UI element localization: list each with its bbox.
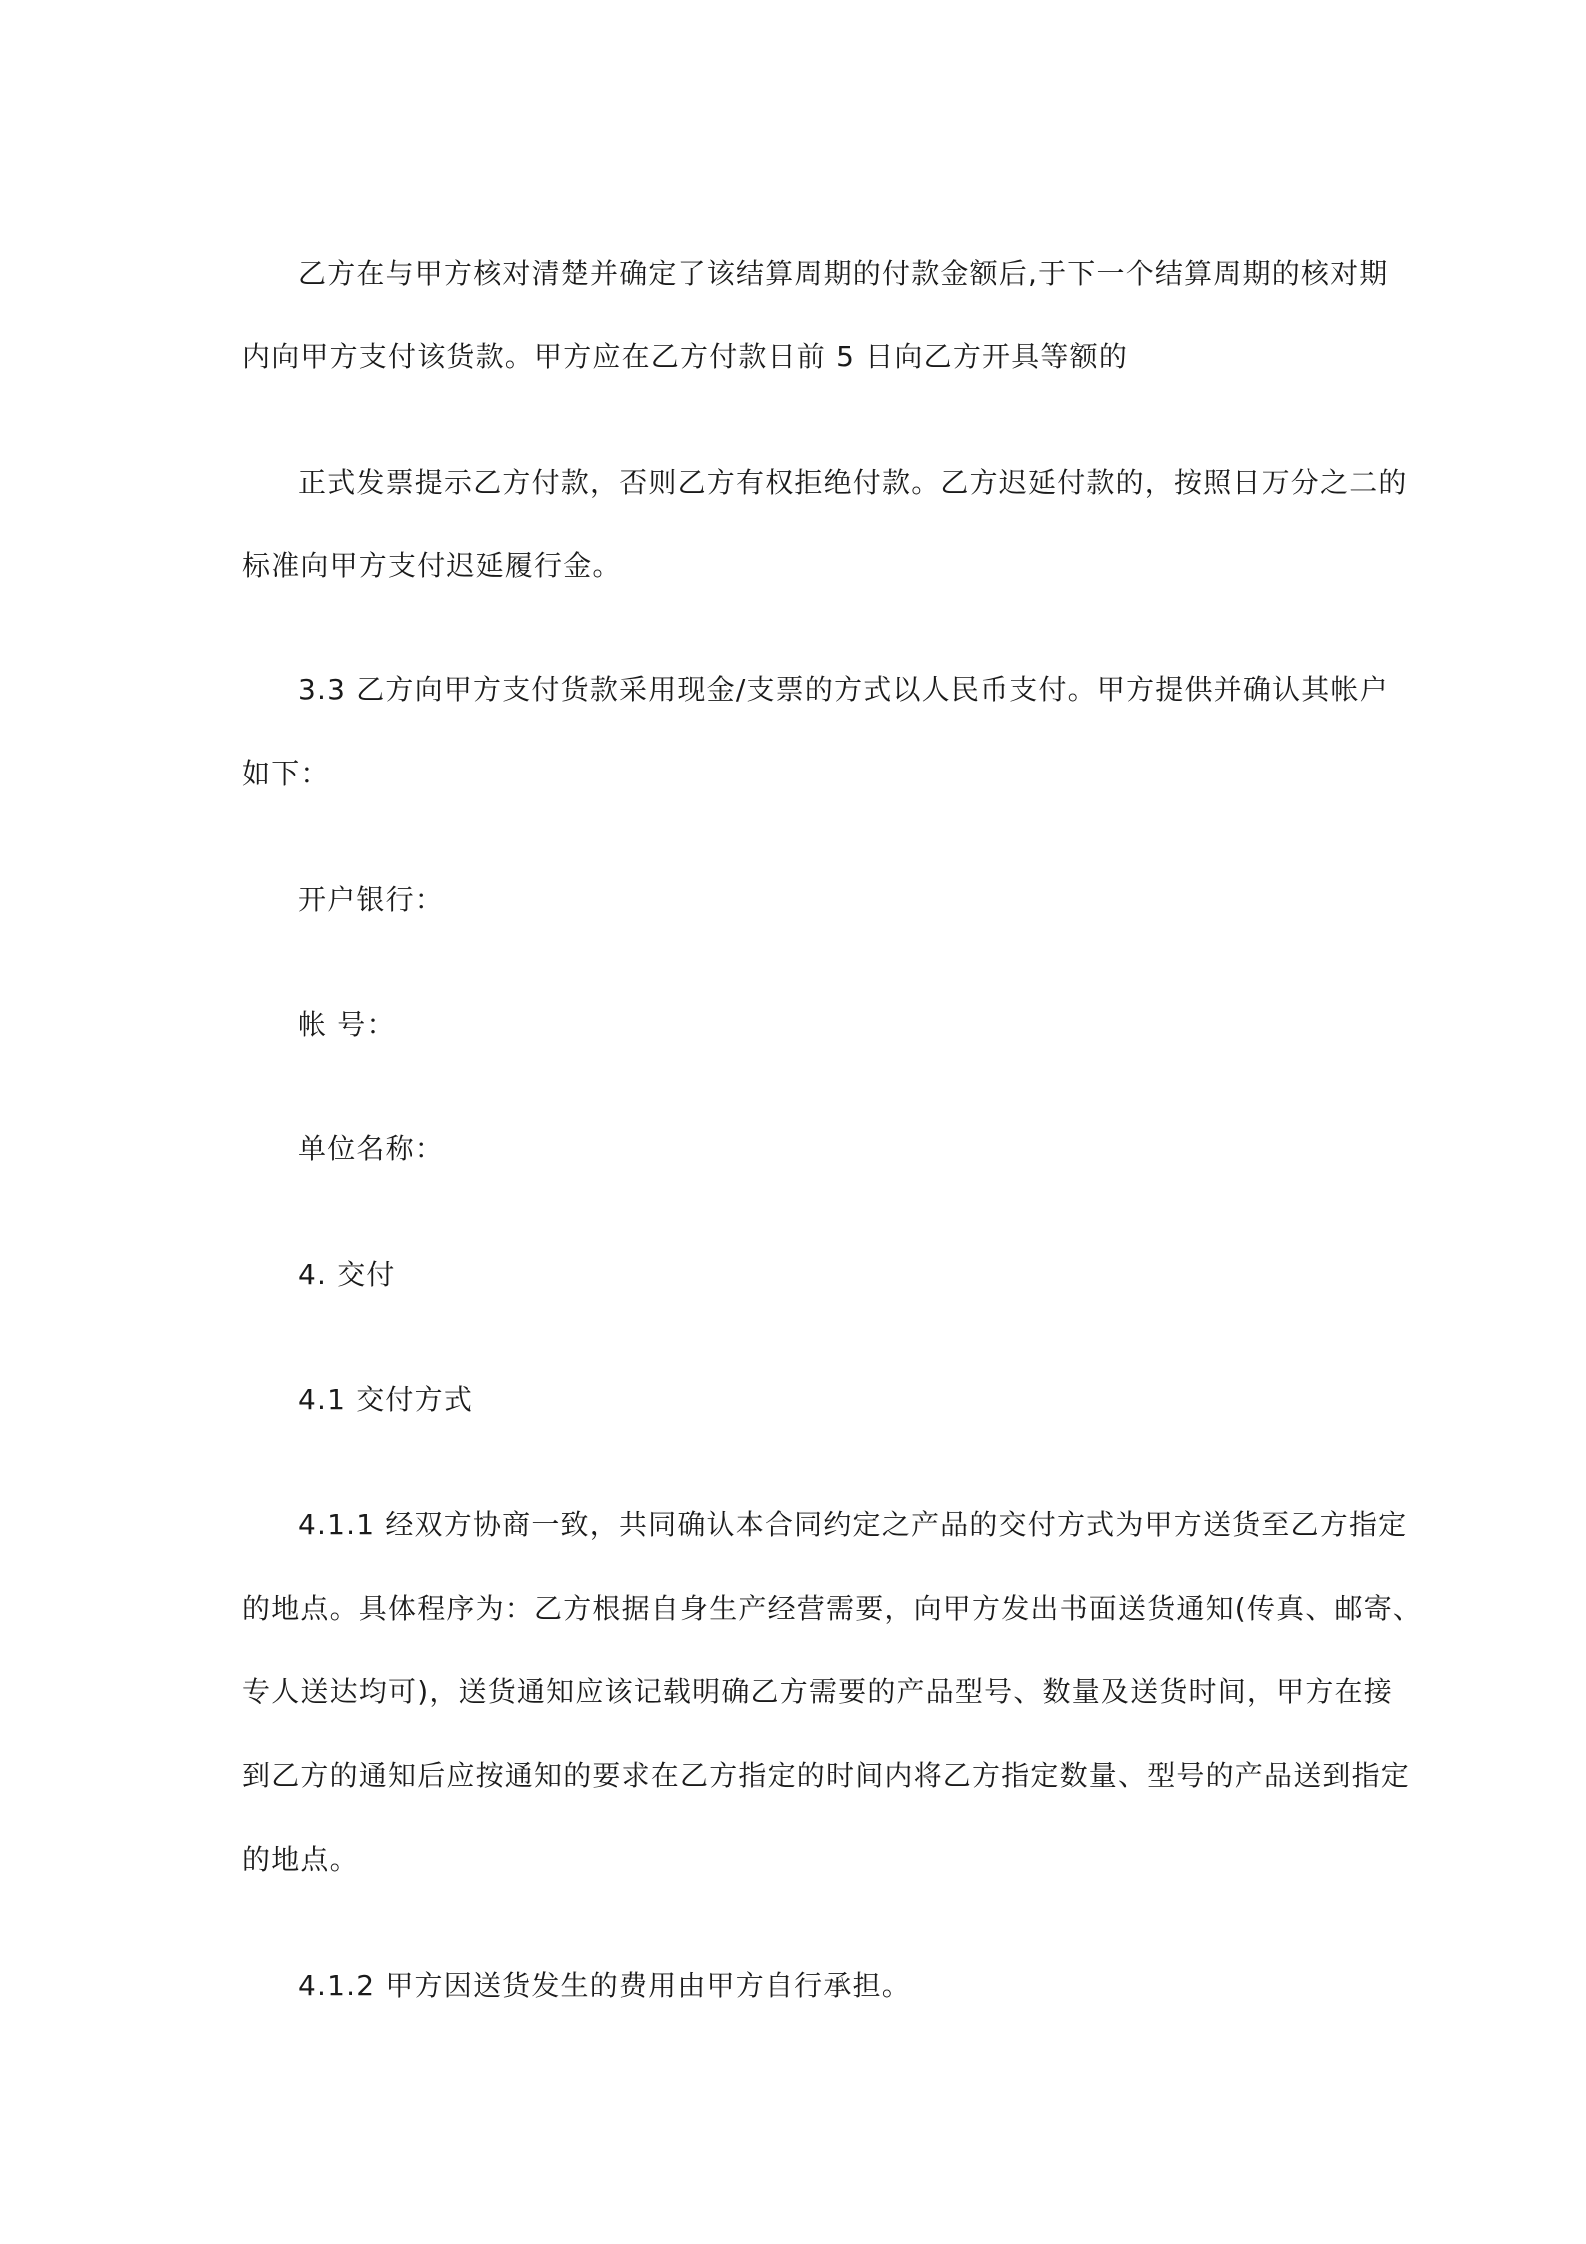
account-number-label: 帐 号： xyxy=(298,1008,396,1041)
paragraph-1-line-2: 内向甲方支付该货款。甲方应在乙方付款日前 5 日向乙方开具等额的 xyxy=(242,340,1129,373)
clause-4-1-1-line-2: 的地点。具体程序为：乙方根据自身生产经营需要，向甲方发出书面送货通知(传真、邮寄、 xyxy=(242,1592,1423,1625)
clause-4-1-1-line-3: 专人送达均可)，送货通知应该记载明确乙方需要的产品型号、数量及送货时间，甲方在接 xyxy=(242,1675,1393,1708)
paragraph-1-line-1: 乙方在与甲方核对清楚并确定了该结算周期的付款金额后,于下一个结算周期的核对期 xyxy=(298,257,1389,290)
paragraph-2-line-1: 正式发票提示乙方付款，否则乙方有权拒绝付款。乙方迟延付款的，按照日万分之二的 xyxy=(298,466,1408,499)
clause-4-1-1-line-4: 到乙方的通知后应按通知的要求在乙方指定的时间内将乙方指定数量、型号的产品送到指定 xyxy=(242,1759,1411,1792)
paragraph-2-line-2: 标准向甲方支付迟延履行金。 xyxy=(242,549,622,582)
clause-4-1-1-line-1: 4.1.1 经双方协商一致，共同确认本合同约定之产品的交付方式为甲方送货至乙方指定 xyxy=(298,1508,1408,1541)
company-name-label: 单位名称： xyxy=(298,1132,445,1165)
clause-4-1-1-line-5: 的地点。 xyxy=(242,1843,359,1876)
paragraph-3-line-1: 3.3 乙方向甲方支付货款采用现金/支票的方式以人民币支付。甲方提供并确认其帐户 xyxy=(298,673,1389,706)
bank-name-label: 开户银行： xyxy=(298,883,445,916)
section-heading-delivery: 4. 交付 xyxy=(298,1258,396,1291)
clause-4-1-2-line-1: 4.1.2 甲方因送货发生的费用由甲方自行承担。 xyxy=(298,1969,911,2002)
paragraph-3-line-2: 如下： xyxy=(242,757,330,790)
subsection-heading-delivery-method: 4.1 交付方式 xyxy=(298,1383,474,1416)
